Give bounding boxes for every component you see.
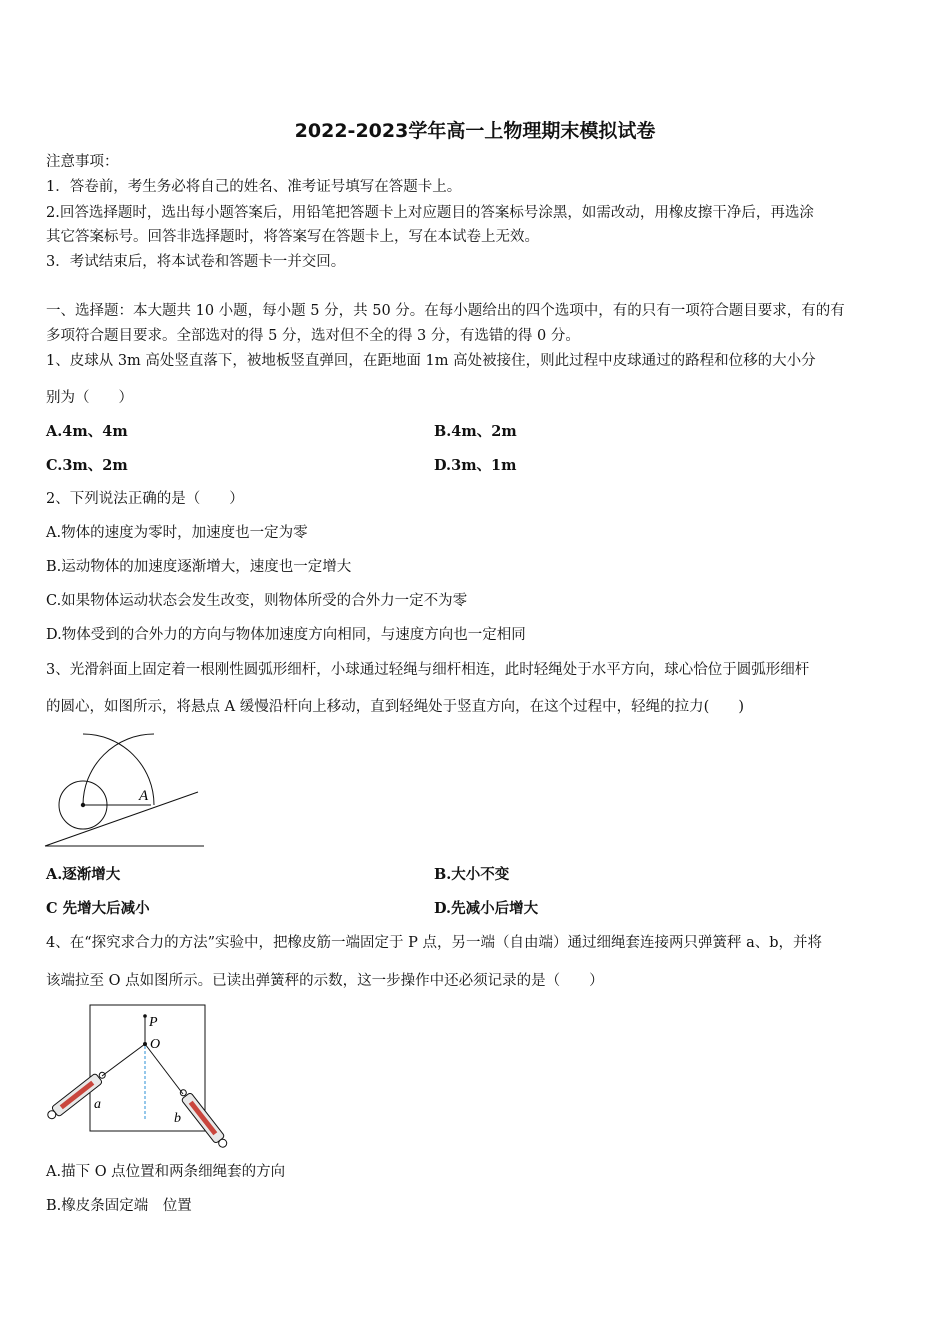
question-1-stem: 别为（ ）: [46, 390, 133, 406]
question-1-option-b: B.4m、2m: [434, 423, 517, 440]
question-4-option-b: B.橡皮条固定端 位置: [46, 1198, 192, 1214]
question-3-option-b: B.大小不变: [434, 866, 510, 883]
label-o: O: [150, 1037, 161, 1052]
section-instructions: 一、选择题：本大题共 10 小题，每小题 5 分，共 50 分。在每小题给出的四个选项中，有的只有一项符合题目要求，有的有: [46, 303, 845, 319]
question-2-option-b: B.运动物体的加速度逐渐增大，速度也一定增大: [46, 559, 352, 575]
spring-scale-a: [45, 1069, 108, 1122]
question-1-option-a: A.4m、4m: [46, 423, 128, 440]
question-3-option-d: D.先减小后增大: [434, 900, 539, 917]
notice-item: 2.回答选择题时，选出每小题答案后，用铅笔把答题卡上对应题目的答案标号涂黑，如需改动，用橡皮擦干净后，再选涂: [46, 205, 814, 221]
question-2-option-d: D.物体受到的合外力的方向与物体加速度方向相同，与速度方向也一定相同: [46, 627, 526, 643]
notice-item: 3．考试结束后，将本试卷和答题卡一并交回。: [46, 254, 346, 270]
label-a: a: [94, 1097, 101, 1112]
question-2-option-a: A.物体的速度为零时，加速度也一定为零: [46, 525, 308, 541]
question-1-option-c: C.3m、2m: [46, 457, 128, 474]
question-4-option-a: A.描下 O 点位置和两条细绳套的方向: [46, 1164, 286, 1180]
spring-scale-b: [177, 1087, 230, 1150]
board: [90, 1005, 205, 1131]
question-1-option-d: D.3m、1m: [434, 457, 517, 474]
point-p: [143, 1014, 147, 1018]
question-3-stem: 的圆心，如图所示，将悬点 A 缓慢沿杆向上移动，直到轻绳处于竖直方向，在这个过程中，轻绳的拉力( ): [46, 699, 744, 715]
question-4-stem: 4、在“探究求合力的方法”实验中，把橡皮筋一端固定于 P 点，另一端（自由端）通过细绳套连接两只弹簧秤 a、b，并将: [46, 935, 823, 951]
incline-line: [45, 792, 198, 846]
string-b: [145, 1044, 183, 1094]
notice-item: 其它答案标号。回答非选择题时，将答案写在答题卡上，写在本试卷上无效。: [46, 229, 539, 245]
label-p: P: [149, 1015, 158, 1030]
string-a: [102, 1044, 145, 1076]
question-3-stem: 3、光滑斜面上固定着一根刚性圆弧形细杆，小球通过轻绳与细杆相连，此时轻绳处于水平方向，球心恰位于圆弧形细杆: [46, 662, 810, 678]
notice-item: 1．答卷前，考生务必将自己的姓名、准考证号填写在答题卡上。: [46, 179, 462, 195]
incline-arc-figure: [40, 730, 215, 850]
section-instructions: 多项符合题目要求。全部选对的得 5 分，选对但不全的得 3 分，有选错的得 0 分。: [46, 328, 580, 344]
question-3-option-c: C 先增大后减小: [46, 900, 150, 917]
figure-label-a: A: [139, 788, 149, 804]
question-2-stem: 2、下列说法正确的是（ ）: [46, 491, 244, 507]
spring-scale-figure: [44, 1000, 234, 1150]
label-b: b: [174, 1111, 181, 1126]
question-4-stem: 该端拉至 O 点如图所示。已读出弹簧秤的示数，这一步操作中还必须记录的是（ ）: [46, 973, 604, 989]
page-title: 2022-2023学年高一上物理期末模拟试卷: [294, 120, 656, 142]
question-2-option-c: C.如果物体运动状态会发生改变，则物体所受的合外力一定不为零: [46, 593, 468, 609]
question-1-stem: 1、皮球从 3m 高处竖直落下，被地板竖直弹回，在距地面 1m 高处被接住，则此过程中皮球通过的路程和位移的大小分: [46, 353, 816, 369]
notice-heading: 注意事项：: [46, 154, 119, 170]
question-3-option-a: A.逐渐增大: [46, 866, 121, 883]
